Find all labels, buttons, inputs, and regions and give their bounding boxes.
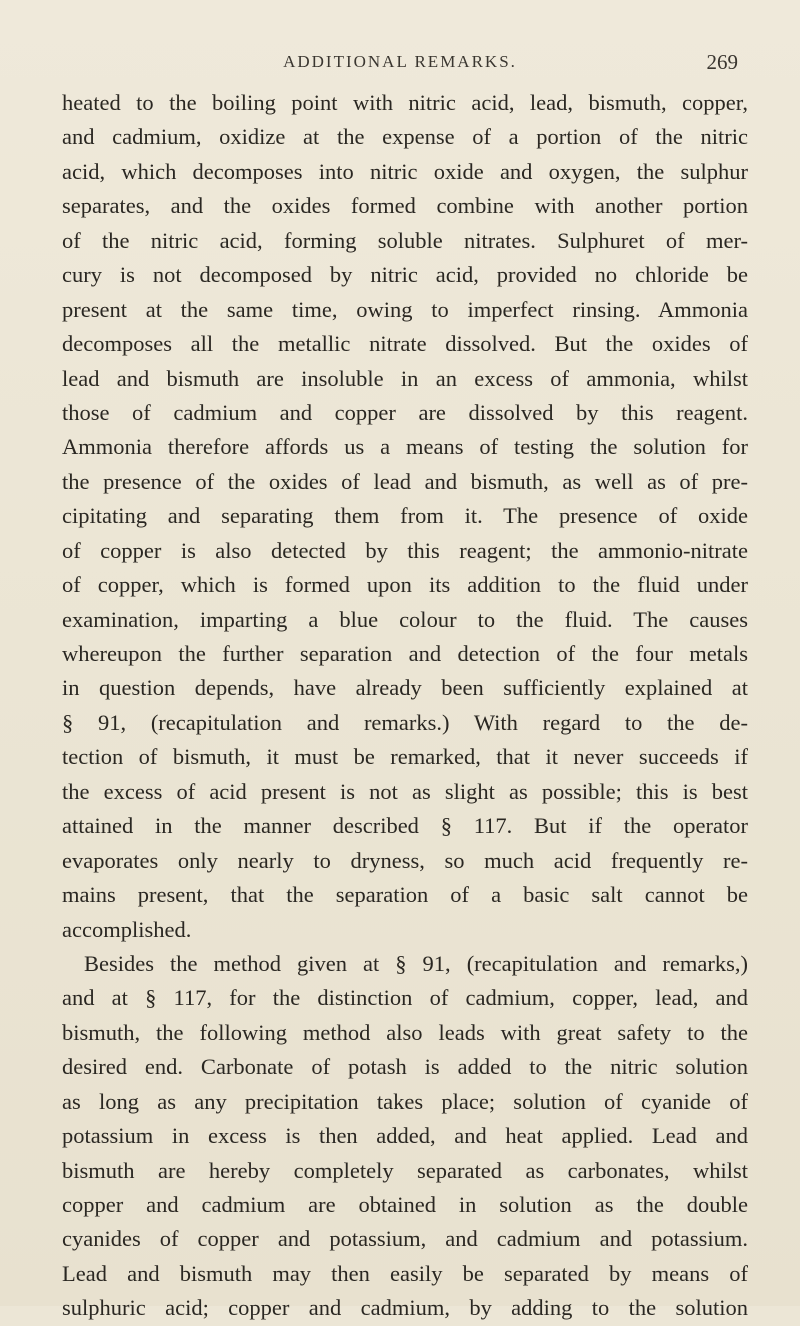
- text-line: heated to the boiling point with nitric acid, lead, bismuth, copper,: [62, 90, 748, 115]
- text-line: and cadmium, oxidize at the expense of a portion of the nitric: [62, 124, 748, 150]
- text-line: mains present, that the separation of a basic salt cannot be: [62, 882, 748, 908]
- text-line: Lead and bismuth may then easily be separated by means of: [62, 1260, 748, 1286]
- text-line: evaporates only nearly to dryness, so much acid frequently re-: [62, 847, 748, 873]
- text-line: tection of bismuth, it must be remarked, that it never succeeds if: [62, 744, 748, 770]
- text-line: separates, and the oxides formed combine with another portion: [62, 193, 748, 219]
- text-line: of copper, which is formed upon its addition to the fluid under: [62, 572, 748, 598]
- text-line: copper and cadmium are obtained in solution as the double: [62, 1192, 748, 1217]
- text-line: Besides the method given at § 91, (recapitulation and remarks,): [84, 950, 748, 976]
- text-line: cury is not decomposed by nitric acid, provided no chloride be: [62, 262, 748, 288]
- text-line: in question depends, have already been sufficiently explained at: [62, 675, 748, 701]
- text-line: of the nitric acid, forming soluble nitrates. Sulphuret of mer-: [62, 227, 748, 253]
- text-line: potassium in excess is then added, and heat applied. Lead and: [62, 1123, 748, 1149]
- text-line: Ammonia therefore affords us a means of testing the solution for: [62, 434, 748, 460]
- running-head: [0, 50, 800, 80]
- text-line: desired end. Carbonate of potash is added to the nitric solution: [62, 1054, 748, 1080]
- body-text: [62, 86, 748, 1326]
- text-line: acid, which decomposes into nitric oxide and oxygen, the sulphur: [62, 158, 748, 184]
- text-line: cipitating and separating them from it. The presence of oxide: [62, 503, 748, 529]
- text-line: accomplished.: [62, 916, 192, 942]
- text-line: the presence of the oxides of lead and bismuth, as well as of pre-: [62, 468, 748, 494]
- text-line: as long as any precipitation takes place; solution of cyanide of: [62, 1088, 748, 1114]
- text-line: present at the same time, owing to imperfect rinsing. Ammonia: [62, 296, 748, 322]
- text-line: whereupon the further separation and detection of the four metals: [62, 641, 748, 666]
- text-line: attained in the manner described § 117. But if the operator: [62, 813, 748, 839]
- running-title: ADDITIONAL REMARKS.: [283, 52, 517, 71]
- page-number: 269: [706, 50, 738, 74]
- text-line: bismuth are hereby completely separated as carbonates, whilst: [62, 1157, 748, 1183]
- text-line: of copper is also detected by this reagent; the ammonio-nitrate: [62, 537, 748, 563]
- text-line: bismuth, the following method also leads with great safety to the: [62, 1019, 748, 1045]
- text-line: § 91, (recapitulation and remarks.) With regard to the de-: [62, 709, 748, 735]
- text-line: decomposes all the metallic nitrate dissolved. But the oxides of: [62, 331, 748, 357]
- text-line: lead and bismuth are insoluble in an excess of ammonia, whilst: [62, 365, 748, 391]
- text-line: those of cadmium and copper are dissolved by this reagent.: [62, 399, 748, 425]
- text-line: the excess of acid present is not as slight as possible; this is best: [62, 778, 748, 804]
- text-line: and at § 117, for the distinction of cadmium, copper, lead, and: [62, 985, 748, 1011]
- text-line: sulphuric acid; copper and cadmium, by adding to the solution: [62, 1295, 748, 1321]
- text-line: examination, imparting a blue colour to the fluid. The causes: [62, 606, 748, 632]
- text-line: cyanides of copper and potassium, and cadmium and potassium.: [62, 1226, 748, 1252]
